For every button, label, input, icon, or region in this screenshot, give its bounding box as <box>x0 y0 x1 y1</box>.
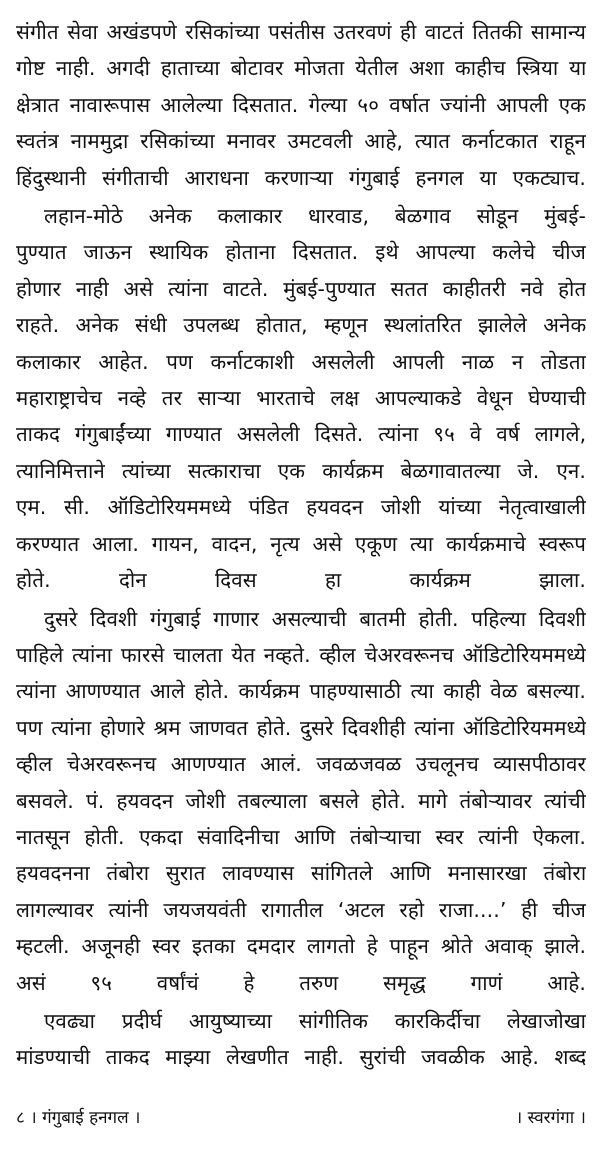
text-line: दुसरे दिवशी गंगुबाई गाणार असल्याची बातमी होती. पहिल्या दिवशी <box>44 606 586 631</box>
text-line: क्षेत्रात नावारूपास आलेल्या दिसतात. गेल्या ५० वर्षात ज्यांनी आपली एक <box>16 92 586 117</box>
text-line: असं ९५ वर्षांचं हे तरुण समृद्ध गाणं आहे. <box>16 970 586 995</box>
text-line: लागल्यावर त्यांनी जयजयवंती रागातील ‘अटल रहो राजा....’ ही चीज <box>16 897 586 922</box>
text-line: पण त्यांना होणारे श्रम जाणवत होते. दुसरे दिवशीही त्यांना ऑडिटोरियममध्ये <box>16 715 586 740</box>
paragraph <box>16 1003 586 1076</box>
text-line: करण्यात आला. गायन, वादन, नृत्य असे एकूण त्या कार्यक्रमाचे स्वरूप <box>16 531 586 556</box>
text-line: म्हटली. अजूनही स्वर इतका दमदार लागतो हे पाहून श्रोते अवाक् झाले. <box>16 934 586 959</box>
text-line: हयवदनना तंबोरा सुरात लावण्यास सांगितले आणि मनासारखा तंबोरा <box>16 861 586 886</box>
page-footer <box>16 1106 586 1130</box>
text-line: एवढ्या प्रदीर्घ आयुष्याच्या सांगीतिक कारकिर्दीचा लेखाजोखा <box>44 1008 586 1033</box>
text-line: नातसून होती. एकदा संवादिनीचा आणि तंबोऱ्याचा स्वर त्यांनी ऐकला. <box>16 824 586 849</box>
text-line: होणार नाही असे त्यांना वाटते. मुंबई-पुण्यात सतत काहीतरी नवे होत <box>16 276 586 301</box>
text-line: कलाकार आहेत. पण कर्नाटकाशी असलेली आपली नाळ न तोडता <box>16 349 586 374</box>
text-line: लहान-मोठे अनेक कलाकार धारवाड, बेळगाव सोडून मुंबई- <box>44 204 586 229</box>
body-text <box>16 14 586 1076</box>
footer-page-title: ८ । गंगुबाई हनगल । <box>16 1108 141 1128</box>
text-line: त्यानिमित्ताने त्यांच्या सत्काराचा एक कार्यक्रम बेळगावातल्या जे. एन. <box>16 458 586 483</box>
footer-book-title: । स्वरगंगा । <box>515 1108 586 1128</box>
text-line: बसवले. पं. हयवदन जोशी तबल्याला बसले होते. मागे तंबोऱ्यावर त्यांची <box>16 788 586 813</box>
text-line: त्यांना आणण्यात आले होते. कार्यक्रम पाहण्यासाठी त्या काही वेळ बसल्या. <box>16 679 586 704</box>
text-line: हिंदुस्थानी संगीताची आराधना करणाऱ्या गंगुबाई हनगल या एकट्याच. <box>16 165 586 190</box>
text-line: होते. दोन दिवस हा कार्यक्रम झाला. <box>16 568 586 593</box>
text-line: व्हील चेअरवरूनच आणण्यात आलं. जवळजवळ उचलूनच व्यासपीठावर <box>16 752 586 777</box>
text-line: मांडण्याची ताकद माझ्या लेखणीत नाही. सुरांची जवळीक आहे. शब्द <box>16 1045 586 1070</box>
paragraph <box>16 198 586 598</box>
text-line: संगीत सेवा अखंडपणे रसिकांच्या पसंतीस उतरवणं ही वाटतं तितकी सामान्य <box>16 20 586 44</box>
text-line: महाराष्ट्राचेच नव्हे तर साऱ्या भारताचे लक्ष आपल्याकडे वेधून घेण्याची <box>16 386 586 411</box>
text-line: गोष्ट नाही. अगदी हाताच्या बोटावर मोजता येतील अशा काहीच स्त्रिया या <box>16 56 586 81</box>
text-line: राहते. अनेक संधी उपलब्ध होतात, म्हणून स्थलांतरित झालेले अनेक <box>16 313 586 338</box>
text-line: एम. सी. ऑडिटोरियममध्ये पंडित हयवदन जोशी यांच्या नेतृत्वाखाली <box>16 495 586 520</box>
paragraph <box>16 14 586 196</box>
text-line: ताकद गंगुबाईंच्या गाण्यात असलेली दिसते. त्यांना ९५ वे वर्ष लागले, <box>16 422 586 447</box>
text-line: स्वतंत्र नाममुद्रा रसिकांच्या मनावर उमटवली आहे, त्यात कर्नाटकात राहून <box>16 129 586 154</box>
text-line: पुण्यात जाऊन स्थायिक होताना दिसतात. इथे आपल्या कलेचे चीज <box>16 240 586 265</box>
paragraph <box>16 601 586 1001</box>
text-line: पाहिले त्यांना फारसे चालता येत नव्हते. व्हील चेअरवरूनच ऑडिटोरियममध्ये <box>16 642 586 667</box>
